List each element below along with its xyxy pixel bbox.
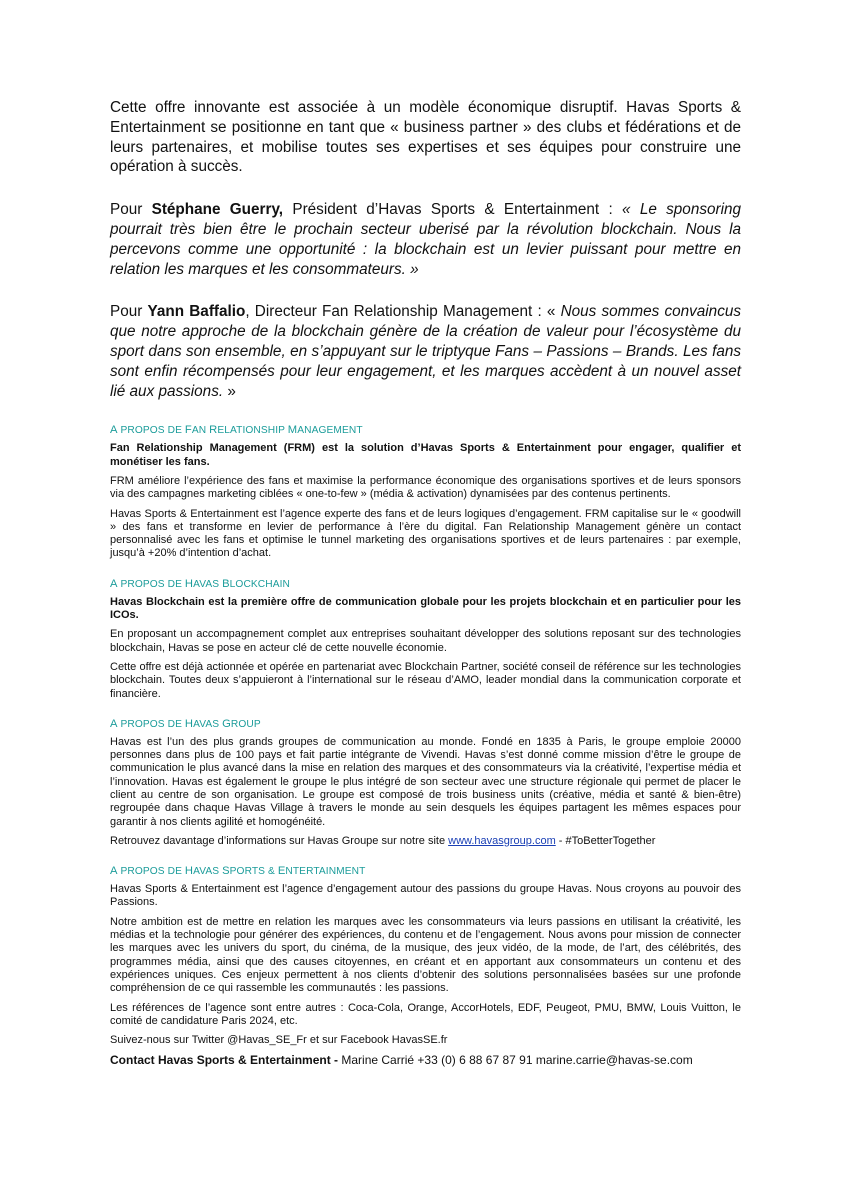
baffalio-quote-paragraph	[110, 302, 741, 401]
blockchain-paragraph-1: En proposant un accompagnement complet aux entreprises souhaitant développer des solutions reposant sur des technologies blockchain, Havas se pose en acteur clé de cette nouvelle économie.	[110, 628, 741, 654]
section-blockchain	[110, 577, 741, 701]
blockchain-intro: Havas Blockchain est la première offre de communication globale pour les projets blockchain et en particulier pour les ICOs.	[110, 595, 741, 622]
guerry-quote: « Le sponsoring pourrait très bien être le prochain secteur uberisé par la révolution blockchain. Nous la percevons comme une opportunité : la blockchain est un levier puissant pour mettre en relation les marques et les consommateurs. »	[110, 201, 741, 278]
frm-intro: Fan Relationship Management (FRM) est la solution d’Havas Sports & Entertainment pour engager, qualifier et monétiser les fans.	[110, 442, 741, 468]
blockchain-paragraph-2: Cette offre est déjà actionnée et opérée en partenariat avec Blockchain Partner, société conseil de référence sur les technologies blockchain. Toutes deux s’appuieront à l’international sur le réseau d’AMO, leader mondial dans la communication corporate et financière.	[110, 660, 741, 700]
hse-paragraph-2: Notre ambition est de mettre en relation les marques avec les consommateurs via leurs passions en utilisant la créativité, les médias et la technologie pour générer des expériences, du contenu et de l’engagement. Nous avons pour mission de connecter les marques avec les univers du sport, du cinéma, de la musique, des jeux vidéo, de la mode, de l’art, des célébrités, des programmes média, ainsi que des causes citoyennes, en créant et en apportant aux consommateurs un contenu et des expériences uniques. Ces enjeux permettent à nos clients d’obtenir des solutions personnalisées basées sur une profonde compréhension de ce qui rassemble les communautés : les passions.	[110, 915, 741, 995]
guerry-name: Stéphane Guerry,	[151, 201, 284, 219]
section-hse	[110, 864, 741, 1047]
document-page	[110, 98, 741, 1068]
guerry-role: Président d’Havas Sports & Entertainment :	[283, 201, 623, 219]
frm-paragraph-1: FRM améliore l’expérience des fans et maximise la performance économique des organisations sportives et de leurs sponsors via des campagnes marketing ciblées « one-to-few » (média & activation) dynamisées par des contenus pertinents.	[110, 474, 741, 501]
hse-paragraph-4: Suivez-nous sur Twitter @Havas_SE_Fr et sur Facebook HavasSE.fr	[110, 1034, 448, 1047]
section-title-blockchain: A PROPOS DE HAVAS BLOCKCHAIN	[110, 577, 290, 590]
group-more-info: Retrouvez davantage d’informations sur Havas Groupe sur notre site www.havasgroup.com - #ToBetterTogether	[110, 834, 656, 847]
section-group	[110, 717, 741, 848]
baffalio-quote: Nous sommes convaincus que notre approche de la blockchain génère de la création de valeur pour l’écosystème du sport dans son ensemble, en s’appuyant sur le triptyque Fans – Passions – Brands. Les fans sont enfin récompensés pour leur engagement, et les marques accèdent à un nouvel asset lié aux passions.	[110, 303, 741, 400]
section-title-group: A PROPOS DE HAVAS GROUP	[110, 717, 261, 730]
contact-label: Contact Havas Sports & Entertainment -	[110, 1053, 339, 1068]
baffalio-pre: Pour	[110, 303, 148, 321]
group-paragraph-1: Havas est l’un des plus grands groupes de communication au monde. Fondé en 1835 à Paris, le groupe emploie 20000 personnes dans plus de 100 pays et fait partie intégrante de Vivendi. Havas s’est donné comme mission d’être le groupe de communication le plus avancé dans la mise en relation des marques et des consommateurs via la créativité, l’expertise média et l’innovation. Havas est également le groupe le plus intégré de son secteur avec une structure régionale qui permet de placer le client au centre de son organisation. Le groupe est composé de trois business units (créative, média et santé & bien-être) regroupée dans chaque Havas Village à travers le monde au sein desquels les équipes partagent les mêmes espaces pour garantir à nos clients agilité et homogénéité.	[110, 735, 741, 828]
guerry-pre: Pour	[110, 201, 152, 219]
section-title-frm: A PROPOS DE FAN RELATIONSHIP MANAGEMENT	[110, 424, 363, 437]
section-title-hse: A PROPOS DE HAVAS SPORTS & ENTERTAINMENT	[110, 865, 366, 878]
baffalio-end: »	[223, 382, 236, 400]
baffalio-name: Yann Baffalio	[147, 303, 246, 321]
section-frm	[110, 423, 741, 560]
hse-paragraph-1: Havas Sports & Entertainment est l’agence d’engagement autour des passions du groupe Havas. Nous croyons au pouvoir des Passions.	[110, 883, 741, 909]
havasgroup-link[interactable]: www.havasgroup.com	[448, 834, 556, 847]
contact-details: Marine Carrié +33 (0) 6 88 67 87 91 marine.carrie@havas-se.com	[338, 1053, 693, 1068]
hse-paragraph-3: Les références de l’agence sont entre autres : Coca-Cola, Orange, AccorHotels, EDF, Peugeot, PMU, BMW, Louis Vuitton, le comité de candidature Paris 2024, etc.	[110, 1001, 741, 1027]
guerry-quote-paragraph	[110, 200, 741, 279]
intro-paragraph: Cette offre innovante est associée à un modèle économique disruptif. Havas Sports & Entertainment se positionne en tant que « business partner » des clubs et fédérations et de leurs partenaires, et mobilise toutes ses expertises et ses équipes pour construire une opération à succès.	[110, 99, 741, 176]
frm-paragraph-2: Havas Sports & Entertainment est l’agence experte des fans et de leurs logiques d’engagement. FRM capitalise sur le « goodwill » des fans et transforme en levier de performance à l’ère du digital. Fan Relationship Management génère un contact personnalisé avec les fans et optimise le tunnel marketing des organisations sportives et de leurs partenaires : par exemple, jusqu’à +20% d’intention d’achat.	[110, 507, 741, 560]
baffalio-role: , Directeur Fan Relationship Management : «	[245, 303, 561, 321]
contact-line	[110, 1053, 741, 1068]
